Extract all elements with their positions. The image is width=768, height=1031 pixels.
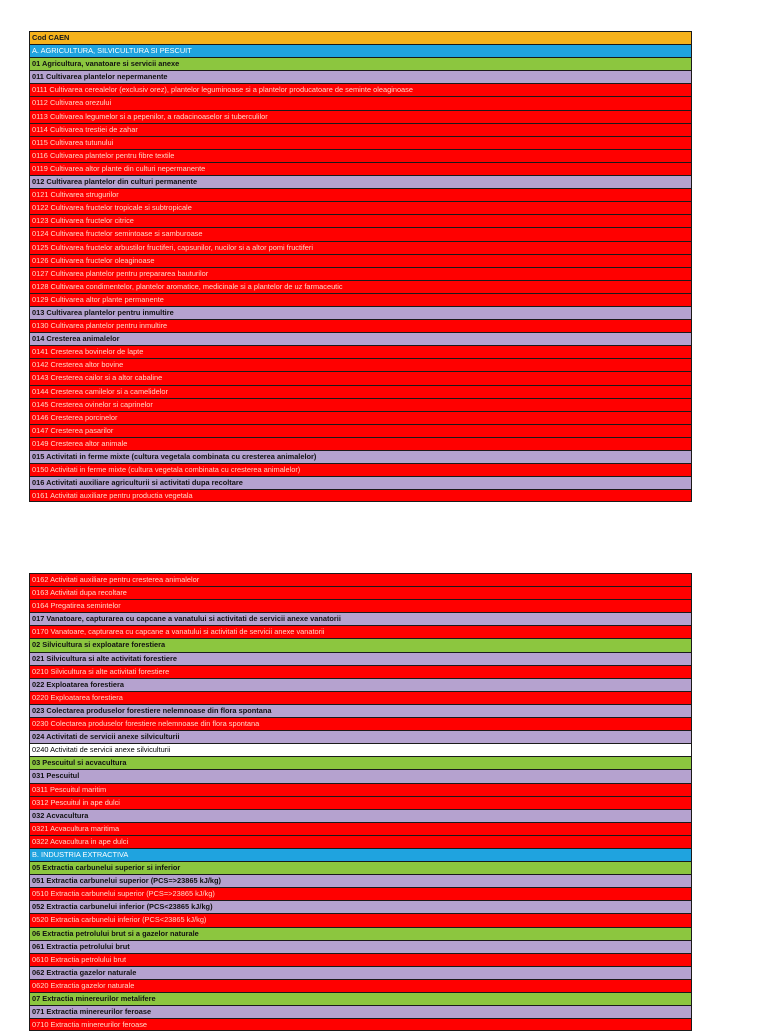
caen-row-group: 016 Activitati auxiliare agriculturii si activitati dupa recoltare — [29, 476, 692, 489]
caen-row-class: 0311 Pescuitul maritim — [29, 783, 692, 796]
caen-row-group: 021 Silvicultura si alte activitati forestiere — [29, 652, 692, 665]
caen-row-class: 0144 Cresterea camilelor si a camelidelor — [29, 385, 692, 398]
caen-row-group: 012 Cultivarea plantelor din culturi permanente — [29, 175, 692, 188]
caen-row-class: 0145 Cresterea ovinelor si caprinelor — [29, 398, 692, 411]
caen-row-class: 0321 Acvacultura maritima — [29, 822, 692, 835]
caen-row-class: 0128 Cultivarea condimentelor, plantelor aromatice, medicinale si a plantelor de uz farmaceutic — [29, 280, 692, 293]
caen-row-group: 031 Pescuitul — [29, 769, 692, 782]
caen-table-part-2 — [29, 573, 692, 1031]
caen-row-class: 0124 Cultivarea fructelor semintoase si samburoase — [29, 227, 692, 240]
caen-row-class: 0170 Vanatoare, capturarea cu capcane a vanatului si activitati de servicii anexe vanatorii — [29, 625, 692, 638]
caen-row-division: 07 Extractia minereurilor metalifere — [29, 992, 692, 1005]
caen-row-class: 0149 Cresterea altor animale — [29, 437, 692, 450]
caen-row-class: 0710 Extractia minereurilor feroase — [29, 1018, 692, 1031]
caen-row-class: 0126 Cultivarea fructelor oleaginoase — [29, 254, 692, 267]
caen-row-class: 0147 Cresterea pasarilor — [29, 424, 692, 437]
caen-row-class: 0123 Cultivarea fructelor citrice — [29, 214, 692, 227]
caen-row-class: 0111 Cultivarea cerealelor (exclusiv orez), plantelor leguminoase si a plantelor producatoare de seminte oleaginoase — [29, 83, 692, 96]
caen-row-group: 052 Extractia carbunelui inferior (PCS<23865 kJ/kg) — [29, 900, 692, 913]
caen-row-highlight: 0240 Activitati de servicii anexe silviculturii — [29, 743, 692, 756]
caen-row-group: 032 Acvacultura — [29, 809, 692, 822]
caen-row-class: 0230 Colectarea produselor forestiere nelemnoase din flora spontana — [29, 717, 692, 730]
caen-table-part-1 — [29, 31, 692, 502]
caen-row-class: 0116 Cultivarea plantelor pentru fibre textile — [29, 149, 692, 162]
caen-row-division: 02 Silvicultura si exploatare forestiera — [29, 638, 692, 651]
caen-row-class: 0119 Cultivarea altor plante din culturi nepermanente — [29, 162, 692, 175]
caen-row-class: 0114 Cultivarea trestiei de zahar — [29, 123, 692, 136]
caen-row-class: 0142 Cresterea altor bovine — [29, 358, 692, 371]
caen-row-class: 0161 Activitati auxiliare pentru productia vegetala — [29, 489, 692, 502]
caen-row-class: 0620 Extractia gazelor naturale — [29, 979, 692, 992]
caen-row-class: 0163 Activitati dupa recoltare — [29, 586, 692, 599]
caen-row-class: 0112 Cultivarea orezului — [29, 96, 692, 109]
caen-row-class: 0129 Cultivarea altor plante permanente — [29, 293, 692, 306]
caen-row-class: 0610 Extractia petrolului brut — [29, 953, 692, 966]
caen-row-section: B. INDUSTRIA EXTRACTIVA — [29, 848, 692, 861]
caen-row-group: 015 Activitati in ferme mixte (cultura vegetala combinata cu cresterea animalelor) — [29, 450, 692, 463]
caen-row-group: 071 Extractia minereurilor feroase — [29, 1005, 692, 1018]
caen-row-section: A. AGRICULTURA, SILVICULTURA SI PESCUIT — [29, 44, 692, 57]
caen-row-class: 0122 Cultivarea fructelor tropicale si subtropicale — [29, 201, 692, 214]
caen-row-group: 013 Cultivarea plantelor pentru inmultire — [29, 306, 692, 319]
caen-row-class: 0130 Cultivarea plantelor pentru inmultire — [29, 319, 692, 332]
caen-row-division: 05 Extractia carbunelui superior si inferior — [29, 861, 692, 874]
caen-row-group: 023 Colectarea produselor forestiere nelemnoase din flora spontana — [29, 704, 692, 717]
caen-row-class: 0312 Pescuitul in ape dulci — [29, 796, 692, 809]
caen-row-group: 014 Cresterea animalelor — [29, 332, 692, 345]
caen-row-class: 0510 Extractia carbunelui superior (PCS=>23865 kJ/kg) — [29, 887, 692, 900]
caen-row-group: 051 Extractia carbunelui superior (PCS=>23865 kJ/kg) — [29, 874, 692, 887]
caen-row-class: 0210 Silvicultura si alte activitati forestiere — [29, 665, 692, 678]
caen-row-group: 024 Activitati de servicii anexe silviculturii — [29, 730, 692, 743]
caen-row-class: 0141 Cresterea bovinelor de lapte — [29, 345, 692, 358]
caen-row-class: 0115 Cultivarea tutunului — [29, 136, 692, 149]
caen-row-header: Cod CAEN — [29, 31, 692, 44]
caen-row-class: 0164 Pregatirea semintelor — [29, 599, 692, 612]
caen-row-class: 0127 Cultivarea plantelor pentru prepararea bauturilor — [29, 267, 692, 280]
caen-row-group: 017 Vanatoare, capturarea cu capcane a vanatului si activitati de servicii anexe vanatorii — [29, 612, 692, 625]
caen-row-class: 0220 Exploatarea forestiera — [29, 691, 692, 704]
caen-row-class: 0113 Cultivarea legumelor si a pepenilor, a radacinoaselor si tuberculilor — [29, 110, 692, 123]
caen-row-division: 03 Pescuitul si acvacultura — [29, 756, 692, 769]
caen-row-class: 0146 Cresterea porcinelor — [29, 411, 692, 424]
caen-row-division: 06 Extractia petrolului brut si a gazelor naturale — [29, 927, 692, 940]
caen-row-group: 022 Exploatarea forestiera — [29, 678, 692, 691]
caen-row-class: 0162 Activitati auxiliare pentru cresterea animalelor — [29, 573, 692, 586]
caen-row-group: 062 Extractia gazelor naturale — [29, 966, 692, 979]
caen-row-class: 0322 Acvacultura in ape dulci — [29, 835, 692, 848]
caen-row-group: 061 Extractia petrolului brut — [29, 940, 692, 953]
caen-row-class: 0125 Cultivarea fructelor arbustilor fructiferi, capsunilor, nucilor si a altor pomi fructiferi — [29, 241, 692, 254]
caen-row-class: 0520 Extractia carbunelui inferior (PCS<23865 kJ/kg) — [29, 913, 692, 926]
caen-row-class: 0143 Cresterea cailor si a altor cabaline — [29, 371, 692, 384]
caen-row-class: 0121 Cultivarea strugurilor — [29, 188, 692, 201]
caen-row-group: 011 Cultivarea plantelor nepermanente — [29, 70, 692, 83]
caen-row-division: 01 Agricultura, vanatoare si servicii anexe — [29, 57, 692, 70]
caen-row-class: 0150 Activitati in ferme mixte (cultura vegetala combinata cu cresterea animalelor) — [29, 463, 692, 476]
